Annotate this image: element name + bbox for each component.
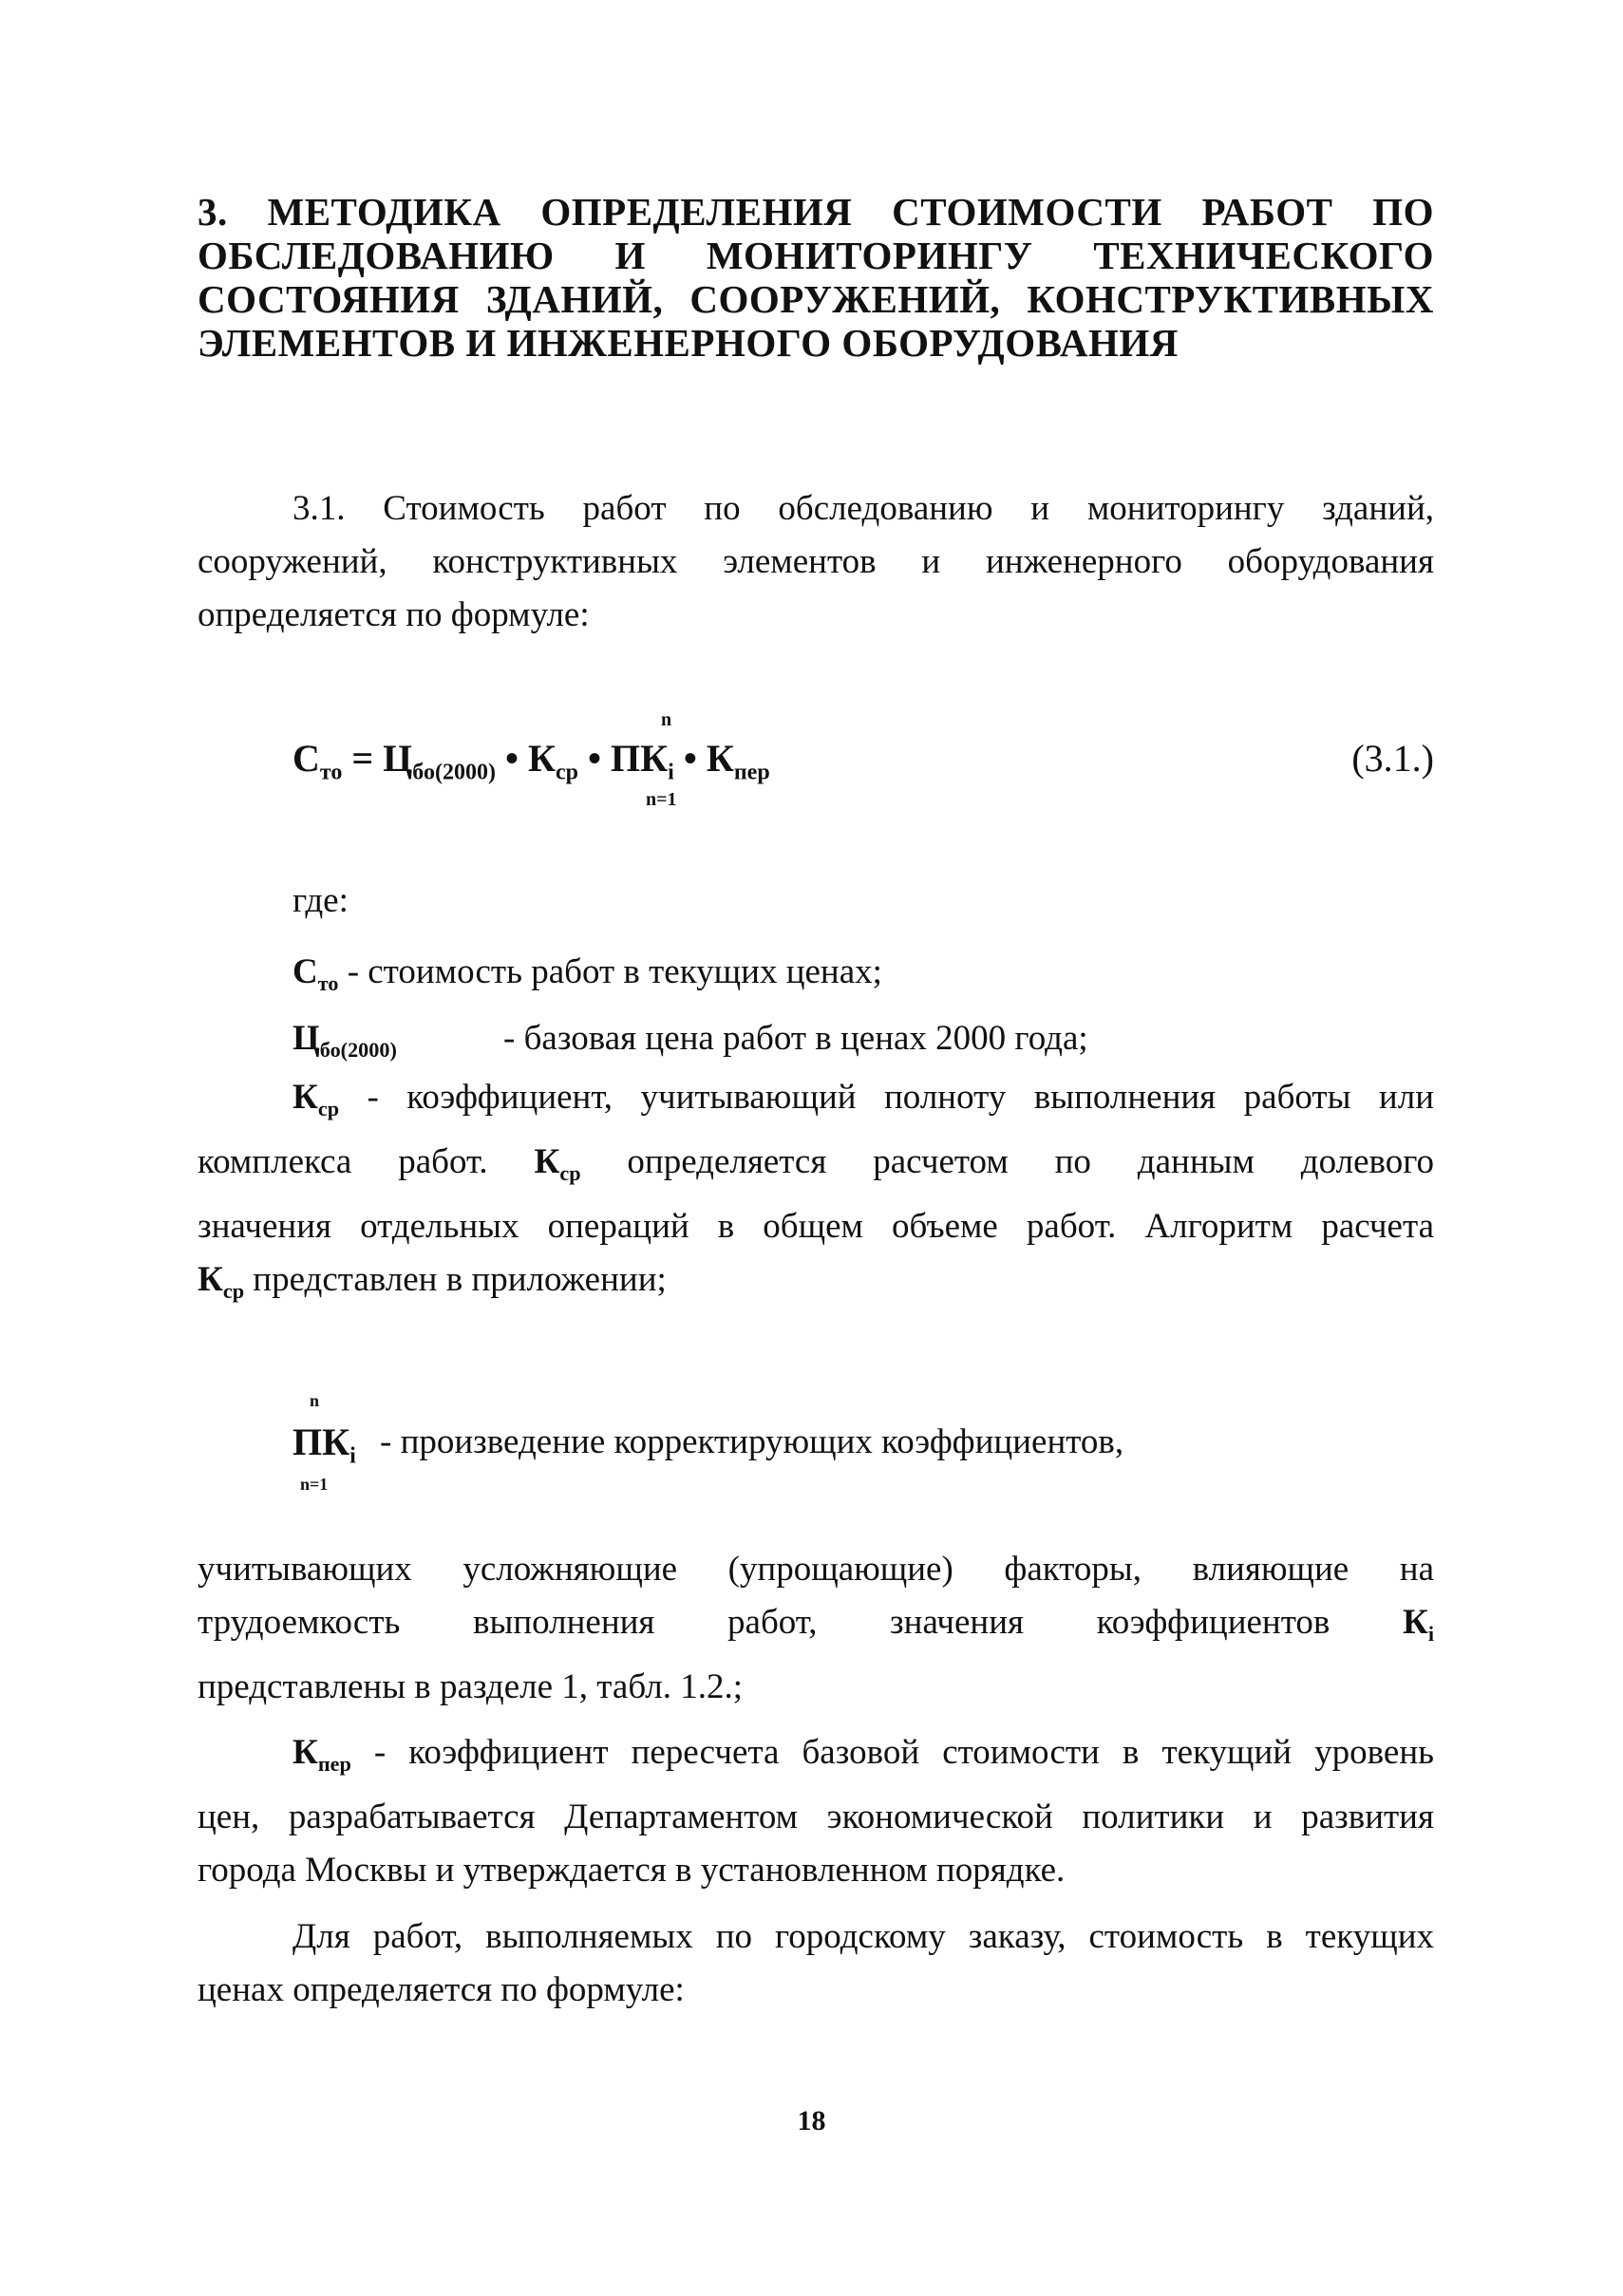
product-lower-limit: n=1 xyxy=(646,789,677,810)
product-upper-limit: n xyxy=(310,1391,320,1410)
paragraph-line: 3.1. Стоимость работ по обследованию и мониторингу зданий, xyxy=(293,489,1434,528)
paragraph-3-1 xyxy=(198,482,1434,642)
definition-cto: $С_{то}$ - стоимость работ в текущих ценах; xyxy=(293,952,882,995)
heading-line-2: ОБСЛЕДОВАНИЮ И МОНИТОРИНГУ ТЕХНИЧЕСКОГО xyxy=(198,234,1434,277)
page-number: 18 xyxy=(797,2105,826,2136)
formula-expression: $С_{то} = Ц_{бо(2000)}$ • $К_{ср}$ • $ПК_i$ • $К_{пер}$ xyxy=(293,737,770,785)
section-heading xyxy=(198,190,1434,365)
pk-continuation: учитывающих усложняющие (упрощающие) факторы, влияющие на трудоемкость выполнения работ, значения коэффициентов $К_i$ представлены в разделе 1, табл. 1.2.; xyxy=(198,1550,1434,1706)
definition-ksr: $К_{ср}$ - коэффициент, учитывающий полноту выполнения работы или комплекса работ. $К_{ср}$ определяется расчетом по данным долевого значения отдельных операций в общем объеме работ. Алгоритм расчета $К_{ср}$ представлен в приложении; xyxy=(198,1078,1434,1303)
heading-line-1: 3. МЕТОДИКА ОПРЕДЕЛЕНИЯ СТОИМОСТИ РАБОТ ПО xyxy=(198,190,1434,234)
heading-line-4: ЭЛЕМЕНТОВ И ИНЖЕНЕРНОГО ОБОРУДОВАНИЯ xyxy=(198,321,1179,365)
paragraph-line: определяется по формуле: xyxy=(198,595,590,634)
definition-kper: $К_{пер}$ - коэффициент пересчета базовой стоимости в текущий уровень цен, разрабатывается Департаментом экономической политики и развития города Москвы и утверждается в установленном порядке. xyxy=(198,1733,1434,1890)
formula-3-1 xyxy=(293,709,1434,821)
definition-pk xyxy=(293,1391,1337,1505)
final-paragraph: Для работ, выполняемых по городскому заказу, стоимость в текущих ценах определяется по формуле: xyxy=(198,1917,1434,2009)
definition-price: $Ц_{бо(2000)}$ - базовая цена работ в ценах 2000 года; xyxy=(293,1019,1088,1062)
product-lower-limit: n=1 xyxy=(300,1475,329,1494)
formula-number: (3.1.) xyxy=(1351,737,1434,780)
paragraph-line: сооружений, конструктивных элементов и инженерного оборудования xyxy=(198,542,1434,581)
product-upper-limit: n xyxy=(661,709,672,730)
where-label: где: xyxy=(293,881,349,920)
pk-definition-text: - произведение корректирующих коэффициентов, xyxy=(380,1422,1124,1461)
heading-line-3: СОСТОЯНИЯ ЗДАНИЙ, СООРУЖЕНИЙ, КОНСТРУКТИВНЫХ xyxy=(198,277,1434,321)
pk-symbol: $ПК_i$ xyxy=(293,1421,356,1469)
